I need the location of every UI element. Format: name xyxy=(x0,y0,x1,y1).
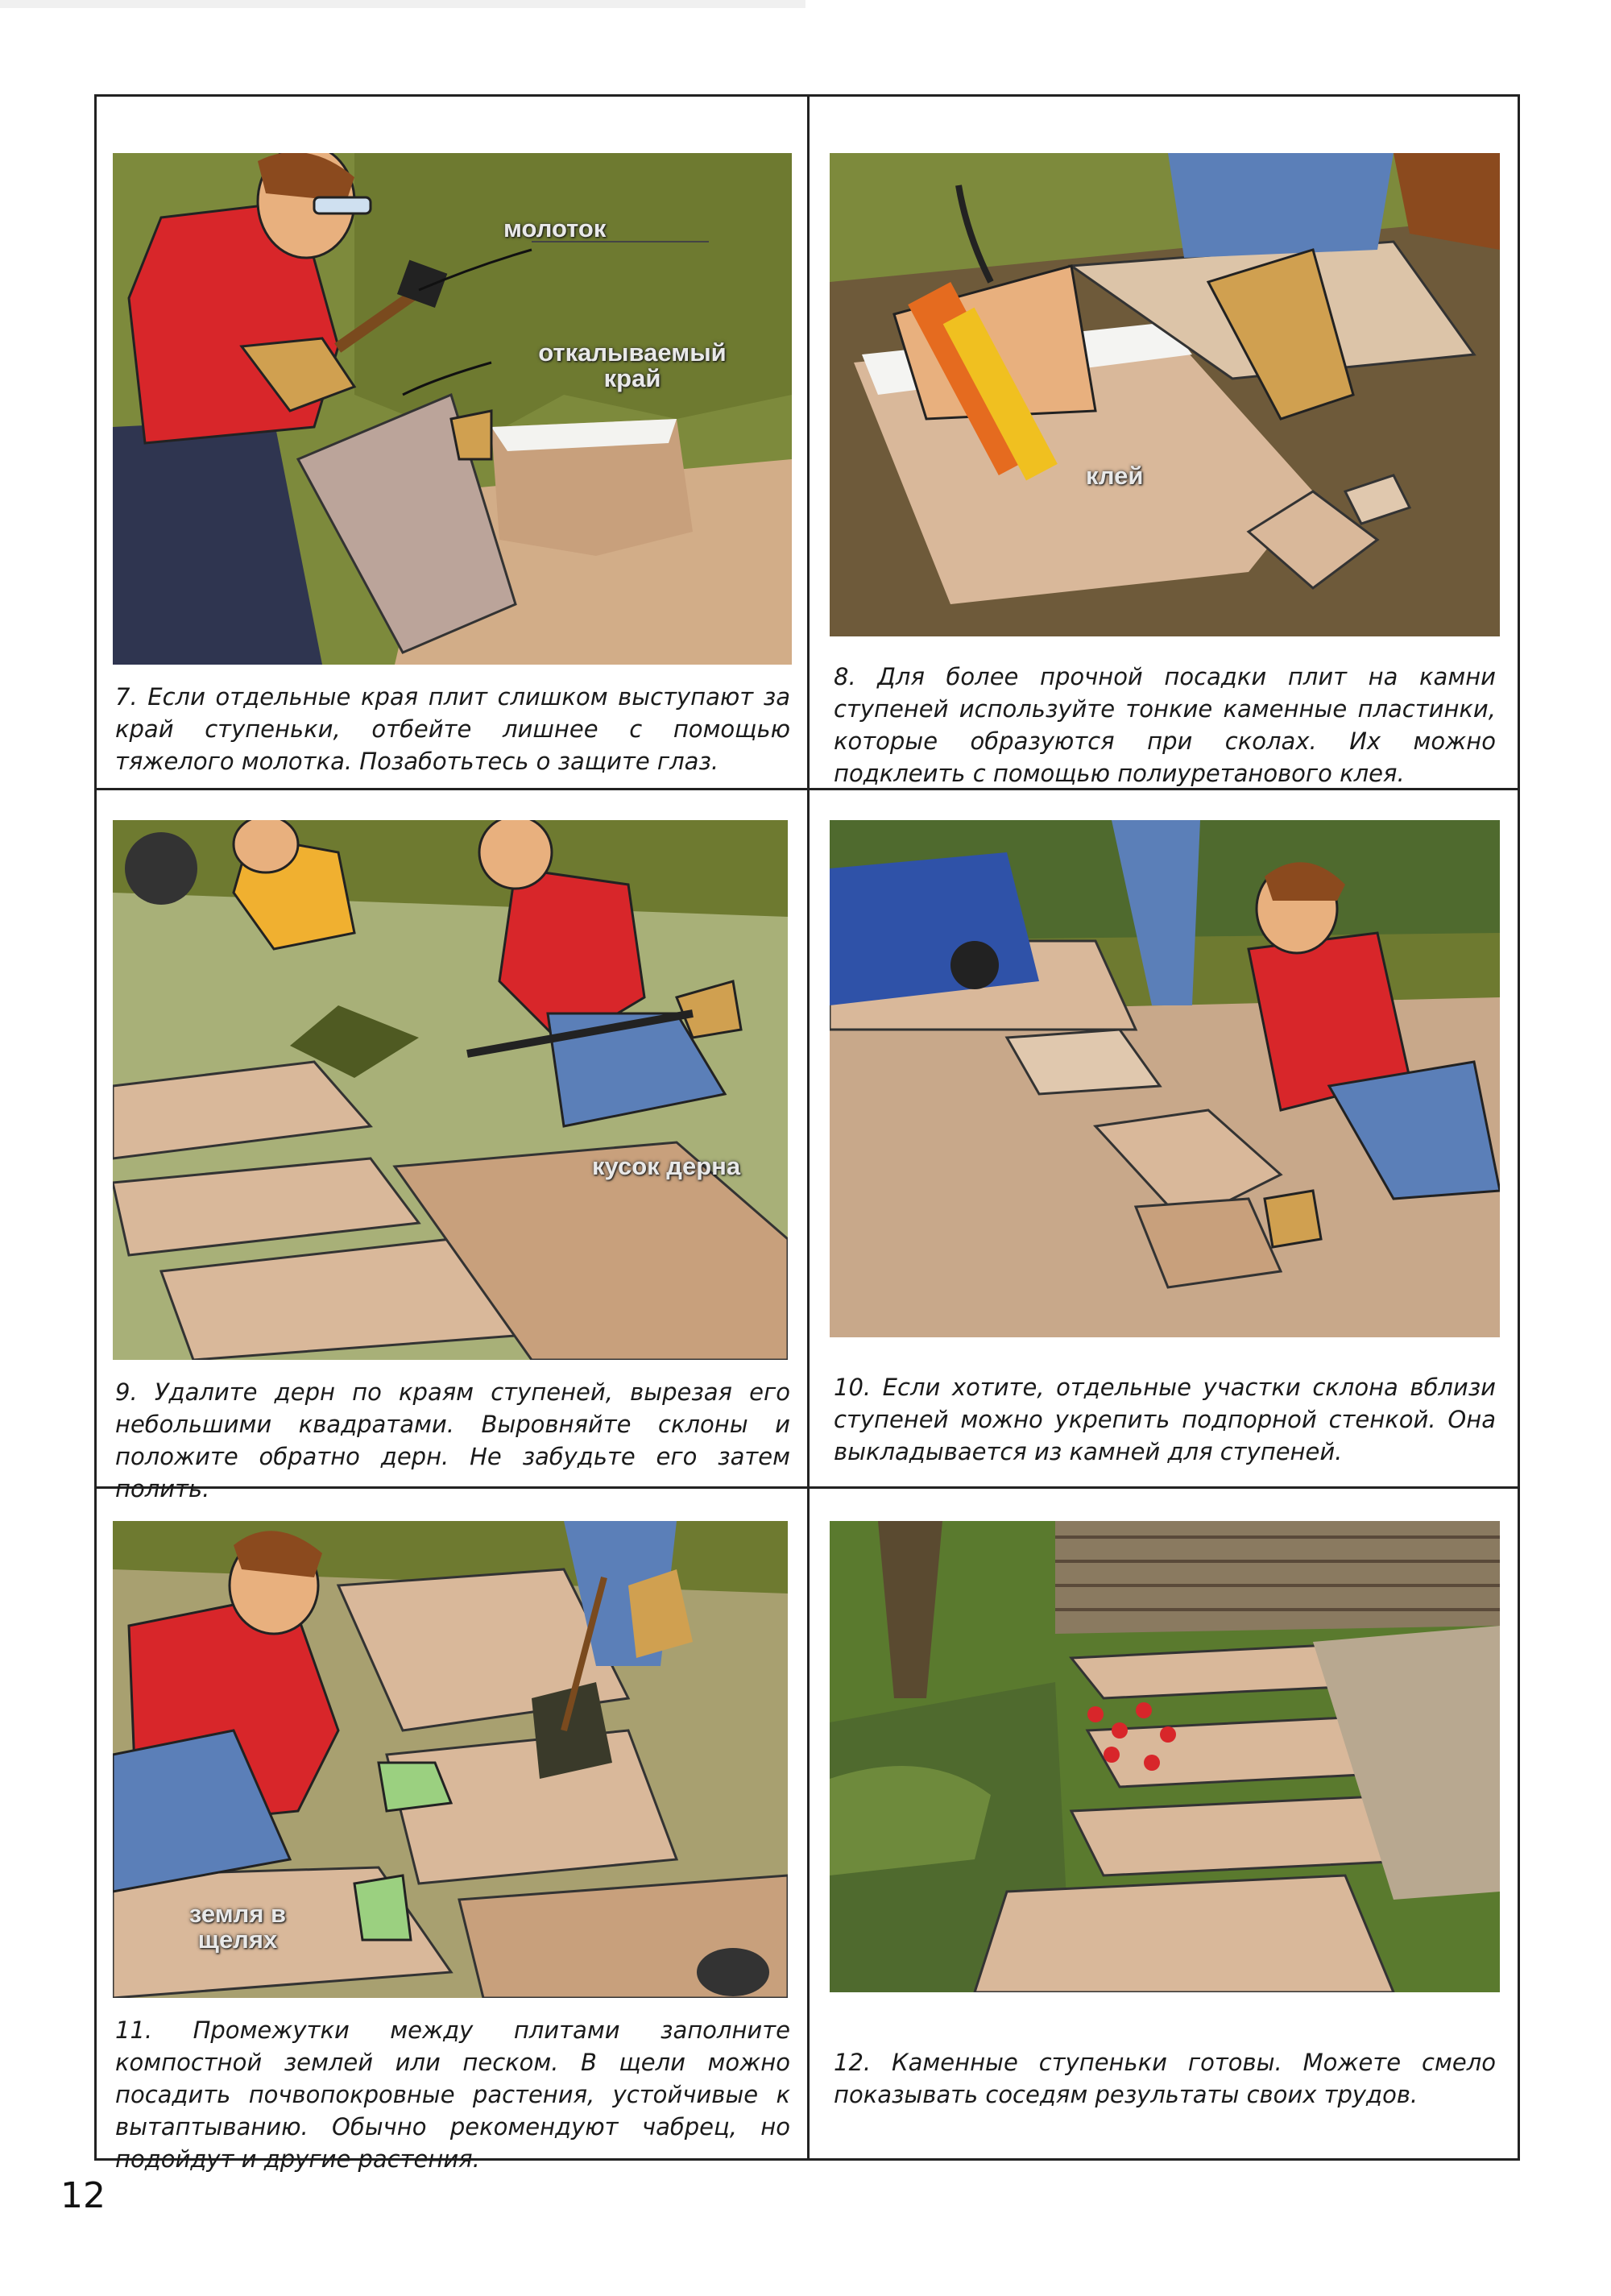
caption-step-7: 7. Если отдельные края плит слишком выступают за край ступеньки, отбейте лишнее с помощью тяжелого молотка. Позаботьтесь о защите глаз. xyxy=(115,683,790,775)
page-number: 12 xyxy=(60,2175,106,2216)
label-hammer: молоток xyxy=(503,214,607,242)
illustration-step-8 xyxy=(830,153,1500,636)
caption-step-8: 8. Для более прочной посадки плит на камни ступеней используйте тонкие каменные пластинки, которые образуются при сколах. Их можно подклеить с помощью полиуретанового клея. xyxy=(834,663,1496,787)
illustration-step-9 xyxy=(113,820,788,1360)
label-glue: клей xyxy=(1086,462,1144,490)
illustration-step-10 xyxy=(830,820,1500,1337)
label-chipped-edge: откалываемый край xyxy=(538,338,727,392)
caption-step-10: 10. Если хотите, отдельные участки склона вблизи ступеней можно укрепить подпорной стенкой. Она выкладывается из камней для ступеней. xyxy=(834,1374,1496,1465)
caption-step-11: 11. Промежутки между плитами заполните компостной землей или песком. В щели можно посадить почвопокровные растения, устойчивые к вытаптыванию. Обычно рекомендуют чабрец, но подойдут и другие растения. xyxy=(115,2016,790,2173)
label-soil-in-gaps: земля в щелях xyxy=(188,1900,287,1954)
illustration-step-7 xyxy=(113,153,792,665)
illustration-step-12 xyxy=(830,1521,1500,1992)
caption-step-12: 12. Каменные ступеньки готовы. Можете смело показывать соседям результаты своих трудов. xyxy=(834,2049,1496,2108)
label-turf-piece: кусок дерна xyxy=(592,1152,741,1180)
page-top-strip xyxy=(0,0,806,8)
caption-step-9: 9. Удалите дерн по краям ступеней, вырезая его небольшими квадратами. Выровняйте склоны и положите обратно дерн. Не забудьте его затем полить. xyxy=(115,1378,790,1502)
grid-vertical-divider xyxy=(807,94,810,2161)
